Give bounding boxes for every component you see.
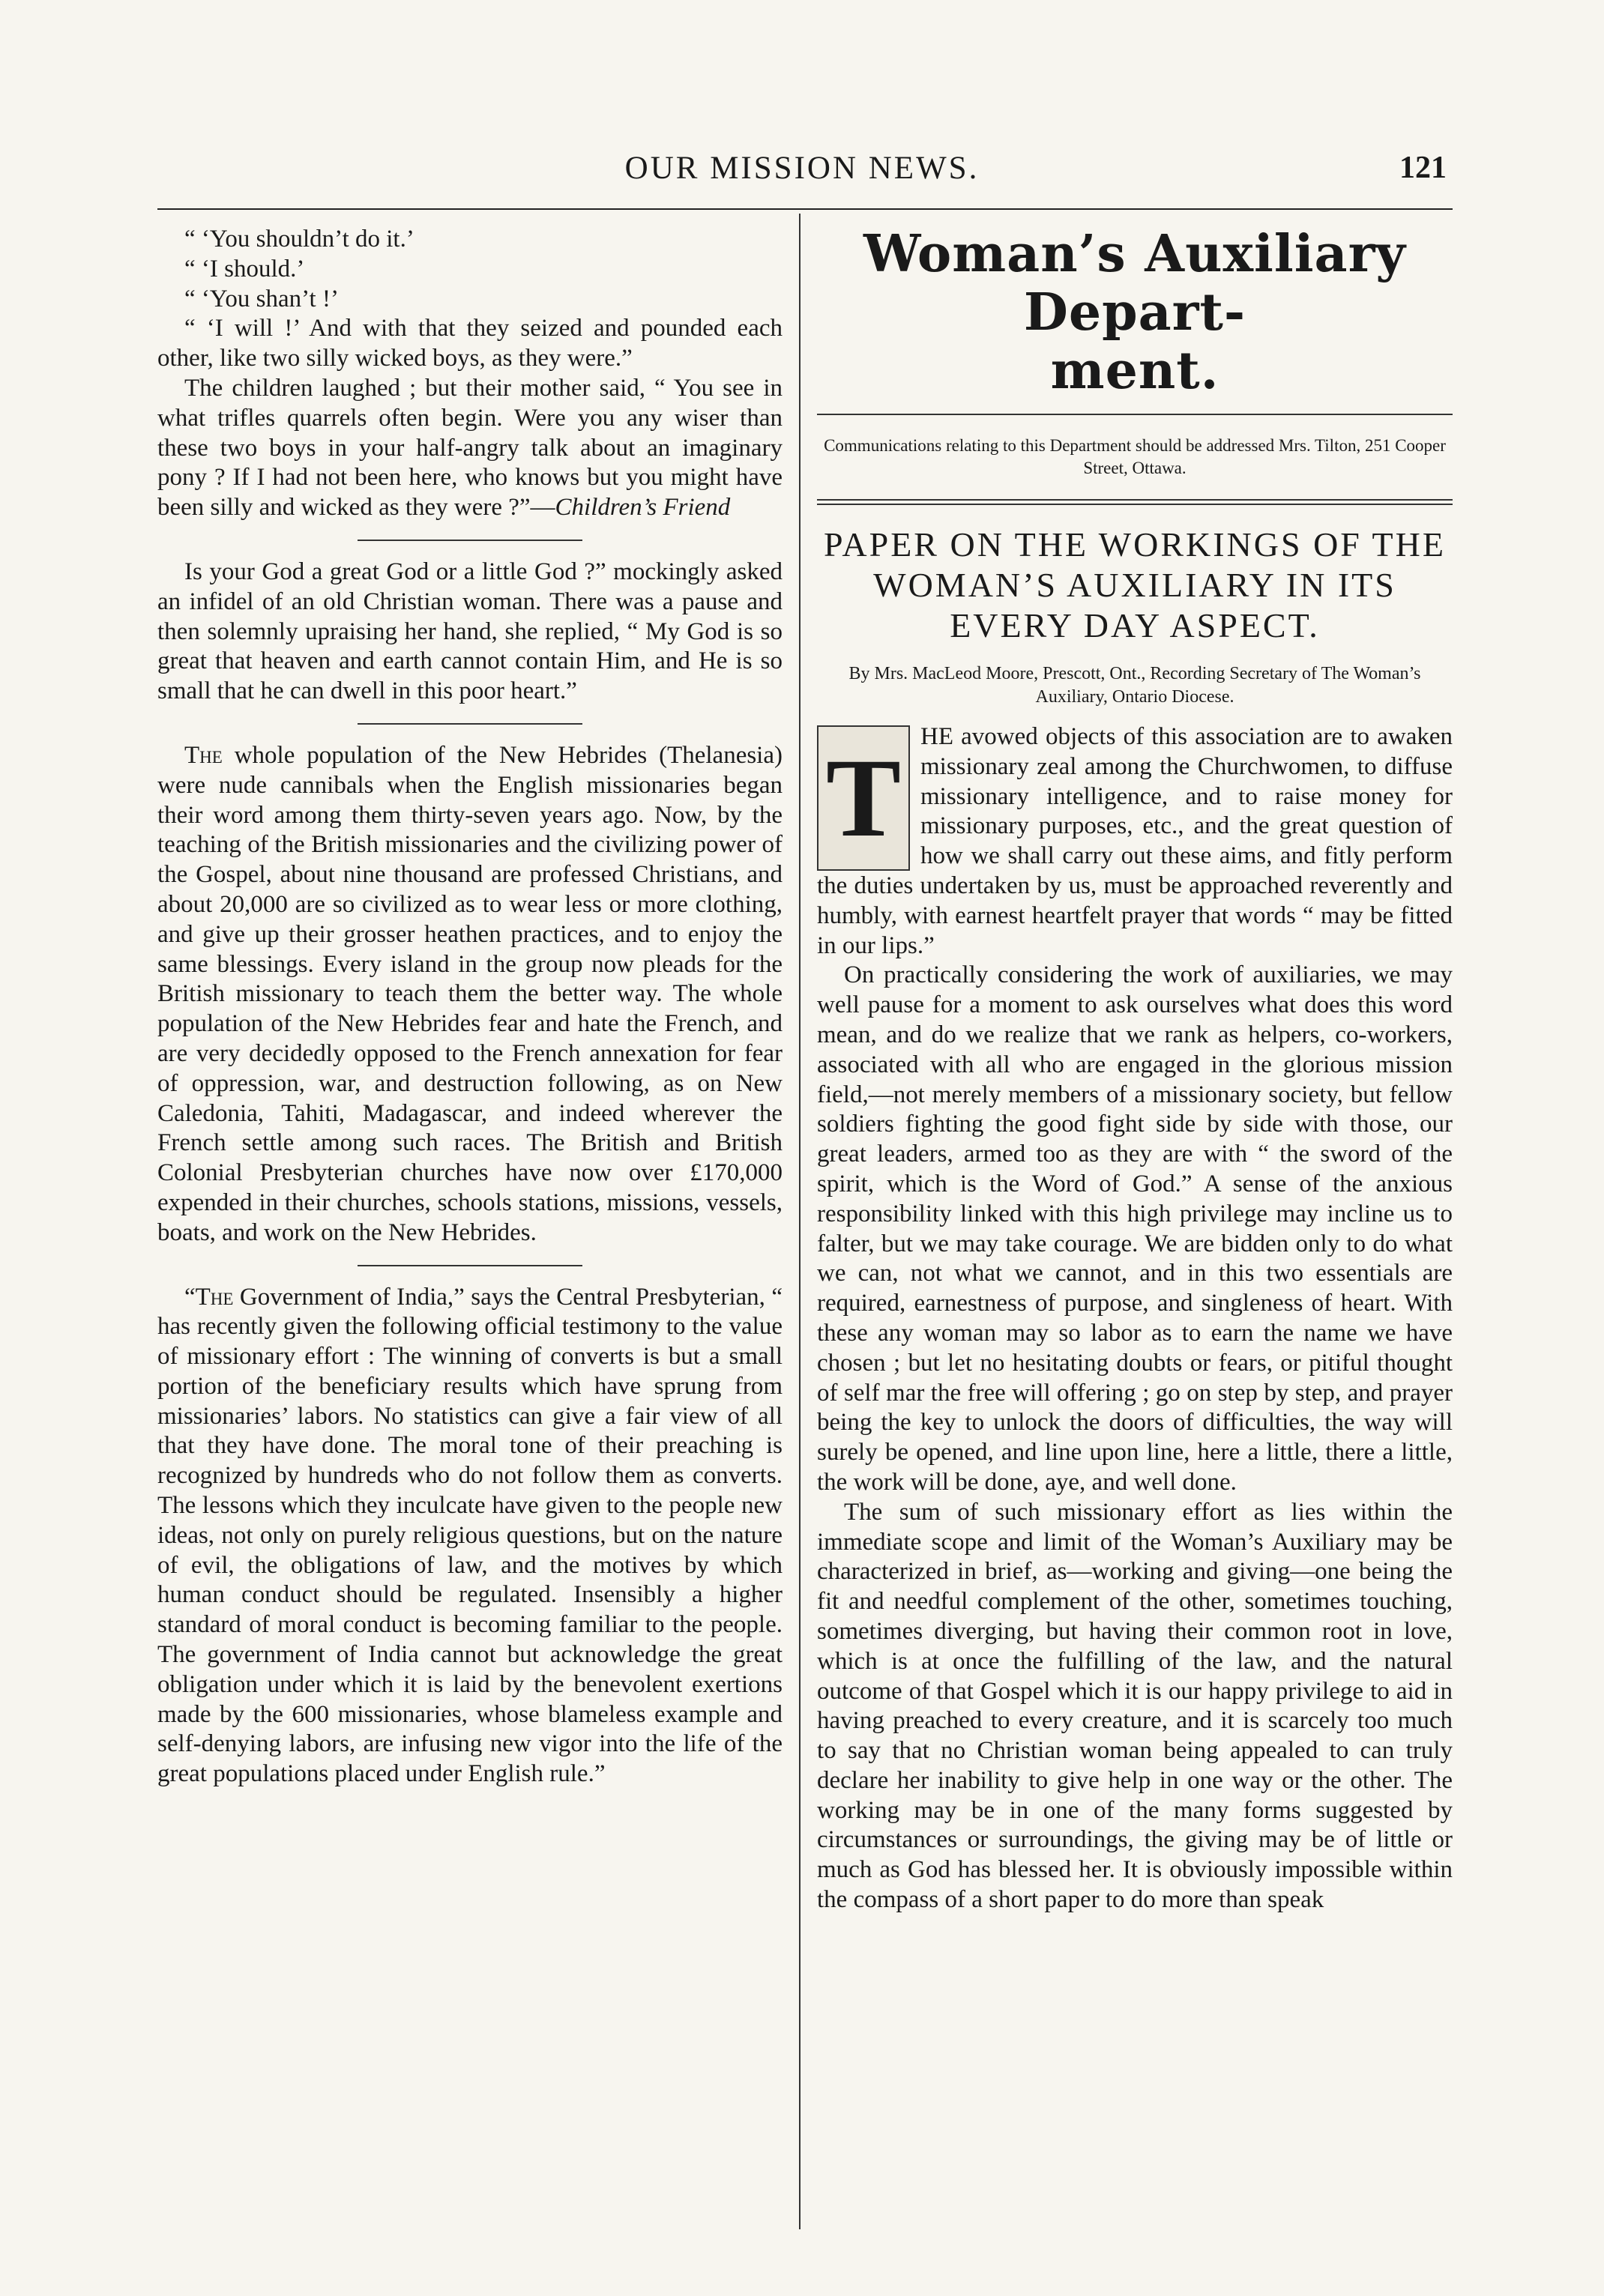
running-head — [157, 150, 1447, 195]
paragraph-text: The children laughed ; but their mother said, “ You see in what trifles quarrels often begin. Were you any wiser than these two boys in your half-angry talk about an imaginary pony ? If I had not been here, who knows but you might have been silly and wicked as they were ?”— — [157, 374, 783, 522]
paragraph: HE avowed objects of this association are to awaken missionary zeal among the Churchwomen, to diffuse missionary intelligence, and to raise money for missionary purposes, etc., and the great question of how we shall carry out these aims, and fitly perform the duties undertaken by us, must be approached reverently and humbly, with earnest heartfelt prayer that words “ may be fitted in our lips.” — [817, 723, 1453, 959]
separator — [358, 1265, 582, 1266]
paragraph — [157, 1283, 783, 1790]
paragraph: Is your God a great God or a little God ?” mockingly asked an infidel of an old Christian woman. There was a pause and then solemnly upraising her hand, she replied, “ My God is so great that heaven and earth cannot contain Him, and He is so small that he can dwell in this poor heart.” — [157, 558, 783, 705]
separator — [358, 723, 582, 725]
dialogue-line: “ ‘I should.’ — [184, 255, 305, 283]
paper-title: PAPER ON THE WORKINGS OF THE WOMAN’S AUXILIARY IN ITS EVERY DAY ASPECT. — [824, 525, 1446, 644]
opening-paragraph — [817, 722, 1453, 961]
department-note: Communications relating to this Department should be addressed Mrs. Tilton, 251 Cooper Street, Ottawa. — [824, 436, 1446, 477]
paragraph — [157, 741, 783, 1248]
double-rule — [817, 499, 1453, 505]
source-citation: Children’s Friend — [555, 494, 731, 522]
paragraph — [157, 374, 783, 523]
department-title — [817, 225, 1453, 400]
dialogue-line: “ ‘I will !’ And with that they seized and pounded each other, like two silly wicked boys, as they were.” — [157, 315, 783, 372]
paragraph: The sum of such missionary effort as lies within the immediate scope and limit of the Woman’s Auxiliary may be characterized in brief, as—working and giving—one being the fit and needful complement of the other, sometimes touching, sometimes diverging, but having their common root in love, which is at once the fulfilling of the law, and the natural outcome of that Gospel which it is our happy privilege to aid in having preached to every creature, and it is scarcely too much to say that no Christian woman being appealed to can truly declare her inability to give help in one way or the other. The working may be in one of the many forms suggested by circumstances or surroundings, the giving may be of little or much as God has blessed her. It is obviously impossible within the compass of a short paper to do more than speak — [817, 1498, 1453, 1914]
dialogue-block — [157, 225, 783, 374]
department-title-line: ment. — [1050, 341, 1219, 401]
running-title: OUR MISSION NEWS. — [624, 151, 980, 186]
page-number: 121 — [1399, 151, 1447, 185]
dialogue-line: “ ‘You shouldn’t do it.’ — [184, 226, 414, 253]
paragraph-text: whole population of the New Hebrides (Thelanesia) were nude cannibals when the English missionaries began their word among them thirty-seven years ago. Now, by the teaching of the British missionaries and the civilizing power of the Gospel, about nine thousand are professed Christians, and about 20,000 are so civilized as to wear less or more clothing, and give up their grosser heathen practices, and to enjoy the same blessings. Every island in the group now pleads for the British missionary to teach them the better way. The whole population of the New Hebrides fear and hate the French, and are very decidedly opposed to the French annexation for fear of oppression, war, and destruction following, as on New Caledonia, Tahiti, Madagascar, and indeed wherever the French settle among such races. The British and British Colonial Presbyterian churches have now over £170,000 expended in their churches, schools stations, missions, vessels, boats, and work on the New Hebrides. — [157, 741, 783, 1246]
lead-word: The — [184, 741, 223, 769]
header-rule — [157, 208, 1453, 210]
column-divider — [799, 214, 801, 2229]
byline: By Mrs. MacLeod Moore, Prescott, Ont., Recording Secretary of The Woman’s Auxiliary, Ontario Diocese. — [848, 664, 1421, 707]
paragraph: On practically considering the work of auxiliaries, we may well pause for a moment to ask ourselves what does this word mean, and do we realize that we rank as helpers, co-workers, associated with all who are engaged in the glorious mission field,—not merely members of a missionary society, but fellow soldiers fighting the good fight side by side with those, our great leaders, armed too as they are with “ the sword of the spirit, which is the Word of God.” A sense of the anxious responsibility linked with this high privilege may incline us to falter, but we may take courage. We are bidden only to do what we can, not what we cannot, and in this two essentials are required, earnestness of purpose, and singleness of heart. With these any woman may so labor as to earn the name we have chosen ; but let no hesitating doubts or fears, or pitiful thought of self mar the free will offering ; go on step by step, and prayer being the key to unlock the doors of difficulties, the way will surely be opened, and line upon line, here a little, there a little, the work will be done, aye, and well done. — [817, 961, 1453, 1496]
left-column — [157, 225, 783, 1789]
separator — [358, 540, 582, 541]
rule — [817, 414, 1453, 415]
lead-word: “The — [184, 1283, 234, 1311]
department-title-line: Woman’s Auxiliary Depart- — [863, 224, 1406, 342]
dialogue-line: “ ‘You shan’t !’ — [184, 285, 339, 312]
right-column — [817, 225, 1453, 1915]
paragraph-text: Government of India,” says the Central Presbyterian, “ has recently given the following official testimony to the value of missionary effort : The winning of converts is but a small portion of the beneficiary results which have sprung from missionaries’ labors. No statistics can give a fair view of all that they have done. The moral tone of their preaching is recognized by hundreds who do not follow them as converts. The lessons which they inculcate have given to the people new ideas, not only on purely religious questions, but on the nature of evil, the obligations of law, and the motives by which human conduct should be regulated. Insensibly a higher standard of moral conduct is becoming familiar to the people. The government of India cannot but acknowledge the great obligation under which it is laid by the benevolent exertions made by the 600 missionaries, whose blameless example and self-denying labors, are infusing new vigor into the life of the great populations placed under English rule.” — [157, 1283, 783, 1788]
drop-cap: T — [817, 725, 910, 871]
